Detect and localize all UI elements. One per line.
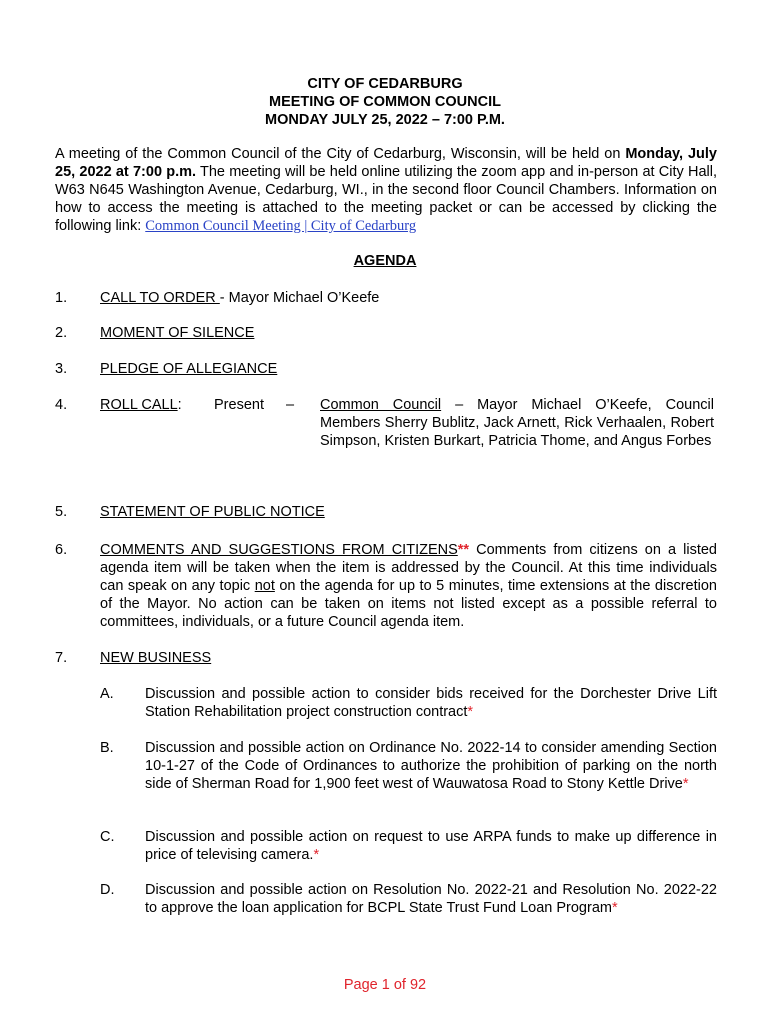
item-number: 7. <box>55 650 68 666</box>
item-number: 5. <box>55 504 68 520</box>
item-number: 3. <box>55 361 68 377</box>
header-city: CITY OF CEDARBURG <box>307 76 463 92</box>
intro-text-continued: The meeting will be held online utilizing the zoom app and in-person at City Hall, W63 N645 Washington Avenue, Cedarburg, WI., in the second floor Council Chambers. Information on how to access the meeting is attached to the meeting packet or can be accessed by clicking the following link: <box>55 164 718 234</box>
roll-members: Common Council – Mayor Michael O’Keefe, Council Members Sherry Bublitz, Jack Arnett, Rick Verhaalen, Robert Simpson, Kristen Burkart, Patricia Thome, and Angus Forbes <box>320 397 714 449</box>
sub-item-letter: A. <box>100 686 114 702</box>
new-business-item-b: Discussion and possible action on Ordinance No. 2022-14 to consider amending Section 10-1-27 of the Code of Ordinances to authorize the prohibition of parking on the north side of Sherman Road for 1,900 feet west of Wauwatosa Road to Stony Kettle Drive* <box>145 740 717 792</box>
page-number: Page 1 of 92 <box>343 977 427 993</box>
agenda-item-moment-of-silence: MOMENT OF SILENCE <box>100 325 255 341</box>
item-number: 1. <box>55 290 68 306</box>
intro-date: Monday, July 25, 2022 at 7:00 p.m. <box>55 146 717 180</box>
agenda-item-roll-call: ROLL CALL: <box>100 397 182 413</box>
agenda-item-pledge: PLEDGE OF ALLEGIANCE <box>100 361 278 377</box>
council-meeting-link[interactable]: Common Council Meeting | City of Cedarburg <box>145 218 417 234</box>
intro-paragraph <box>55 145 717 235</box>
new-business-item-c: Discussion and possible action on request to use ARPA funds to make up difference in price of televising camera.* <box>145 829 717 863</box>
new-business-item-a: Discussion and possible action to consider bids received for the Dorchester Drive Lift Station Rehabilitation project construction contract* <box>145 686 717 720</box>
sub-item-letter: B. <box>100 740 114 756</box>
agenda-item-new-business: NEW BUSINESS <box>100 650 212 666</box>
item-number: 2. <box>55 325 68 341</box>
header-date: MONDAY JULY 25, 2022 – 7:00 P.M. <box>265 112 505 128</box>
agenda-item-call-to-order: CALL TO ORDER - Mayor Michael O’Keefe <box>100 290 380 306</box>
item-number: 4. <box>55 397 68 413</box>
sub-item-letter: C. <box>100 829 115 845</box>
roll-present: Present <box>214 397 264 413</box>
document-header <box>0 75 770 129</box>
new-business-item-d: Discussion and possible action on Resolution No. 2022-21 and Resolution No. 2022-22 to approve the loan application for BCPL State Trust Fund Loan Program* <box>145 882 717 916</box>
agenda-item-public-notice: STATEMENT OF PUBLIC NOTICE <box>100 504 325 520</box>
roll-dash: – <box>286 397 295 413</box>
header-meeting: MEETING OF COMMON COUNCIL <box>269 94 501 110</box>
sub-item-letter: D. <box>100 882 115 898</box>
agenda-item-citizen-comments: COMMENTS AND SUGGESTIONS FROM CITIZENS** Comments from citizens on a listed agenda item will be taken when the item is addressed by the Council. At this time individuals can speak on any topic not on the agenda for up to 5 minutes, time extensions at the discretion of the Mayor. No action can be taken on items not listed except as a possible referral to committees, individuals, or a future Council agenda item. <box>100 542 717 630</box>
agenda-title: AGENDA <box>353 253 417 269</box>
intro-text: A meeting of the Common Council of the City of Cedarburg, Wisconsin, will be held on <box>55 146 626 162</box>
item-number: 6. <box>55 542 68 558</box>
